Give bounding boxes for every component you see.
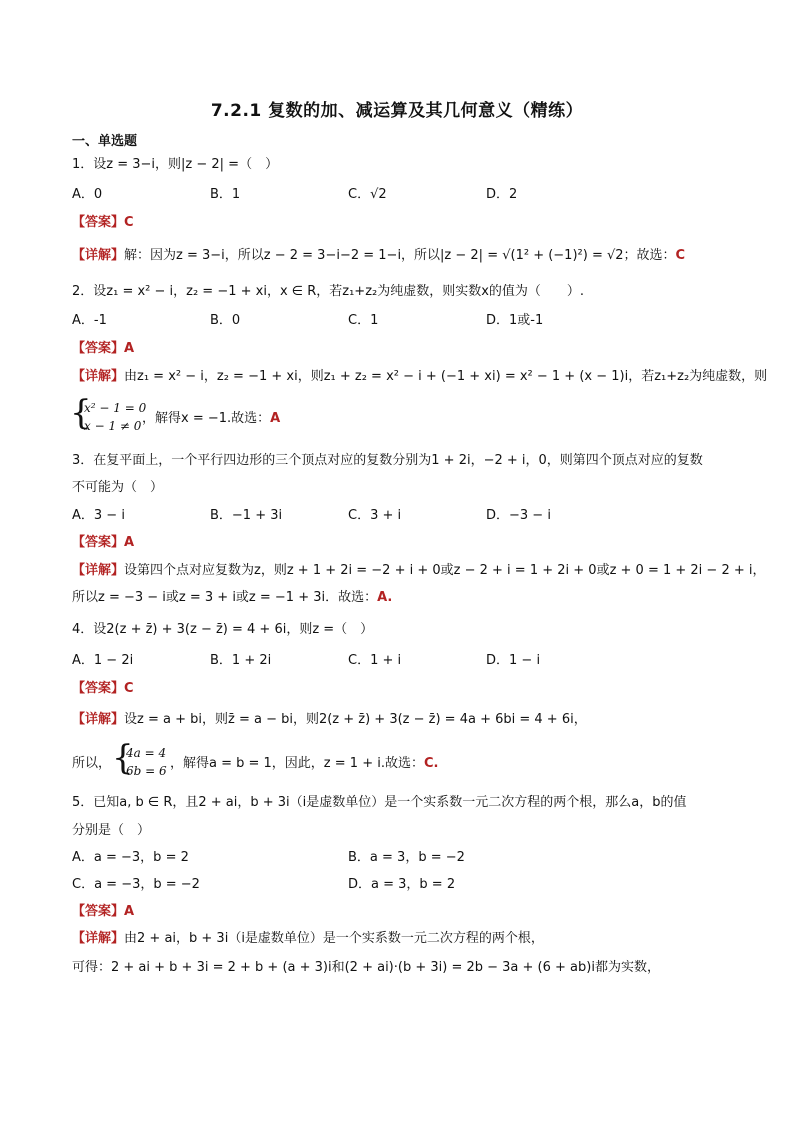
detail-label: 【详解】 <box>72 931 125 946</box>
q2-option-a: A．-1 <box>72 313 107 328</box>
q4-detail-prefix: 所以， <box>72 756 112 771</box>
q3-detail-line2 <box>72 589 392 607</box>
detail-text: 由z₁ = x² − i，z₂ = −1 + xi，则z₁ + z₂ = x² − i + (−1 + xi) = x² − 1 + (x − 1)i，若z₁+z₂为纯虚数，则 <box>124 369 768 384</box>
answer-label: 【答案】 <box>72 341 125 356</box>
q4-option-a: A．1 − 2i <box>72 653 134 668</box>
detail-choice: C. <box>423 756 439 771</box>
detail-text: ，解得x = −1.故选： <box>142 411 271 426</box>
q1-option-d: D．2 <box>486 187 518 202</box>
q3-option-b: B．−1 + 3i <box>210 508 283 523</box>
q5-option-c: C．a = −3，b = −2 <box>72 877 200 892</box>
question-3-stem-line1: 3．在复平面上，一个平行四边形的三个顶点对应的复数分别为1 + 2i，−2 + i，0，则第四个顶点对应的复数 <box>72 453 703 468</box>
q4-detail-line1 <box>72 711 587 729</box>
q4-option-c: C．1 + i <box>348 653 402 668</box>
question-5-stem-line2: 分别是（ ） <box>72 823 151 838</box>
q1-option-a: A．0 <box>72 187 103 202</box>
q2-system-eq1: x² − 1 = 0 <box>84 401 147 415</box>
question-2-stem: 2．设z₁ = x² − i，z₂ = −1 + xi，x ∈ R，若z₁+z₂为纯虚数，则实数x的值为（ ）. <box>72 284 585 299</box>
q4-system-eq2: 6b = 6 <box>126 764 167 778</box>
q3-option-c: C．3 + i <box>348 508 402 523</box>
q4-option-b: B．1 + 2i <box>210 653 272 668</box>
answer-label: 【答案】 <box>72 904 125 919</box>
answer-value: A <box>124 341 135 356</box>
q3-option-d: D．−3 − i <box>486 508 551 523</box>
q5-option-a: A．a = −3，b = 2 <box>72 850 189 865</box>
detail-label: 【详解】 <box>72 712 125 727</box>
detail-text: ，解得a = b = 1，因此，z = 1 + i.故选： <box>170 756 424 771</box>
q4-answer <box>72 680 134 698</box>
q1-option-b: B．1 <box>210 187 241 202</box>
answer-value: C <box>124 681 134 696</box>
answer-value: A <box>124 535 135 550</box>
detail-text: 设z = a + bi，则z̄ = a − bi，则2(z + z̄) + 3(z − z̄) = 4a + 6bi = 4 + 6i， <box>124 712 587 727</box>
q1-answer <box>72 214 134 232</box>
q5-option-d: D．a = 3，b = 2 <box>348 877 456 892</box>
detail-text: 所以z = −3 − i或z = 3 + i或z = −1 + 3i．故选： <box>72 590 378 605</box>
detail-choice: A <box>270 411 281 426</box>
system-brace: { <box>112 738 134 778</box>
system-brace: { <box>70 393 92 433</box>
q2-system-eq2: x − 1 ≠ 0 <box>84 419 142 433</box>
detail-text: 解：因为z = 3−i，所以z − 2 = 3−i−2 = 1−i，所以|z − 2| = √(1² + (−1)²) = √2；故选： <box>124 248 676 263</box>
question-1-stem: 1．设z = 3−i，则|z − 2| =（ ） <box>72 157 279 172</box>
q2-detail <box>72 368 767 386</box>
q3-answer <box>72 534 134 552</box>
q2-answer <box>72 340 134 358</box>
q2-option-c: C．1 <box>348 313 379 328</box>
detail-label: 【详解】 <box>72 563 125 578</box>
q5-option-b: B．a = 3，b = −2 <box>348 850 465 865</box>
answer-label: 【答案】 <box>72 681 125 696</box>
section-heading: 一、单选题 <box>72 134 138 149</box>
page-title: 7.2.1 复数的加、减运算及其几何意义（精练） <box>210 101 584 121</box>
question-5-stem-line1: 5．已知a, b ∈ R，且2 + ai，b + 3i（i是虚数单位）是一个实系数一元二次方程的两个根，那么a，b的值 <box>72 795 687 810</box>
detail-text: 设第四个点对应复数为z，则z + 1 + 2i = −2 + i + 0或z − 2 + i = 1 + 2i + 0或z + 0 = 1 + 2i − 2 + i， <box>124 563 766 578</box>
detail-choice: C <box>675 248 686 263</box>
q4-system-eq1: 4a = 4 <box>126 746 167 760</box>
answer-value: C <box>124 215 134 230</box>
detail-text: 由2 + ai，b + 3i（i是虚数单位）是一个实系数一元二次方程的两个根， <box>124 931 544 946</box>
q5-detail-line1 <box>72 930 544 948</box>
q2-option-b: B．0 <box>210 313 241 328</box>
answer-value: A <box>124 904 135 919</box>
q4-option-d: D．1 − i <box>486 653 541 668</box>
q4-detail-line2 <box>170 755 438 773</box>
q1-detail <box>72 247 685 265</box>
q1-option-c: C．√2 <box>348 187 387 202</box>
answer-label: 【答案】 <box>72 535 125 550</box>
question-3-stem-line2: 不可能为（ ） <box>72 480 164 495</box>
q5-answer <box>72 903 134 921</box>
q5-detail-line2: 可得：2 + ai + b + 3i = 2 + b + (a + 3)i和(2 + ai)·(b + 3i) = 2b − 3a + (6 + ab)i都为实数， <box>72 960 660 975</box>
detail-label: 【详解】 <box>72 369 125 384</box>
q2-detail-end <box>142 410 280 428</box>
q3-detail-line1 <box>72 562 766 580</box>
q2-option-d: D．1或-1 <box>486 313 544 328</box>
q3-option-a: A．3 − i <box>72 508 125 523</box>
detail-label: 【详解】 <box>72 248 125 263</box>
question-4-stem: 4．设2(z + z̄) + 3(z − z̄) = 4 + 6i，则z =（ ） <box>72 622 374 637</box>
detail-choice: A. <box>377 590 393 605</box>
answer-label: 【答案】 <box>72 215 125 230</box>
